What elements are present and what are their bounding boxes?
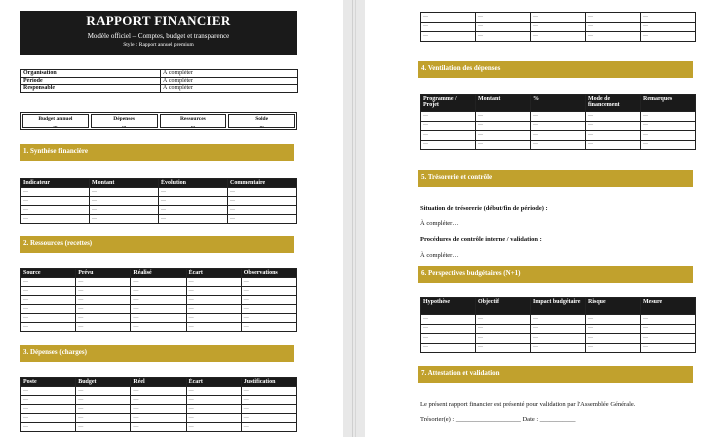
table-cell[interactable]: — bbox=[76, 314, 131, 323]
table-cell[interactable]: — bbox=[21, 414, 76, 423]
table-cell[interactable]: — bbox=[421, 140, 476, 150]
table-cell[interactable]: — bbox=[586, 324, 641, 334]
left-page bbox=[0, 0, 343, 437]
table-cell[interactable]: — bbox=[241, 414, 296, 423]
table-cell[interactable]: — bbox=[641, 131, 696, 141]
tresorerie-situation-label: Situation de trésorerie (début/fin de période) : bbox=[420, 205, 548, 212]
table-row bbox=[21, 387, 297, 396]
table-row bbox=[21, 197, 297, 206]
table-cell[interactable]: — bbox=[76, 296, 131, 305]
column-header: Source bbox=[21, 269, 76, 278]
table-cell[interactable]: — bbox=[586, 121, 641, 131]
table-cell[interactable]: — bbox=[641, 22, 696, 32]
table-cell[interactable]: — bbox=[421, 121, 476, 131]
table-row bbox=[421, 140, 696, 150]
table-cell[interactable]: — bbox=[186, 423, 241, 432]
section-heading: 4. Ventilation des dépenses bbox=[418, 61, 693, 78]
table-cell[interactable]: — bbox=[90, 215, 159, 224]
section-heading: 6. Perspectives budgétaires (N+1) bbox=[418, 266, 693, 283]
table-cell[interactable]: — bbox=[531, 343, 586, 353]
table-cell[interactable]: — bbox=[131, 387, 186, 396]
table-cell[interactable]: — bbox=[586, 140, 641, 150]
table-header-row bbox=[21, 378, 297, 387]
table-cell[interactable]: — bbox=[186, 314, 241, 323]
info-label: Période bbox=[21, 77, 161, 85]
table-cell[interactable]: — bbox=[21, 188, 90, 197]
ventilation-table bbox=[420, 94, 696, 150]
summary-box[interactable] bbox=[22, 114, 89, 128]
table-cell[interactable]: — bbox=[76, 414, 131, 423]
signature-line[interactable]: Trésorier(e) : ____________________ Date : ___________ bbox=[420, 416, 576, 423]
table-row bbox=[421, 121, 696, 131]
table-row bbox=[421, 112, 696, 122]
column-header: Prévu bbox=[76, 269, 131, 278]
table-cell[interactable]: — bbox=[476, 32, 531, 42]
table-cell[interactable]: — bbox=[531, 32, 586, 42]
table-row bbox=[421, 13, 696, 23]
section-heading: 7. Attestation et validation bbox=[418, 366, 693, 383]
table-cell[interactable]: — bbox=[228, 188, 297, 197]
table-cell[interactable]: — bbox=[76, 305, 131, 314]
table-cell[interactable]: — bbox=[531, 334, 586, 344]
table-cell[interactable]: — bbox=[21, 287, 76, 296]
table-row bbox=[21, 215, 297, 224]
table-cell[interactable]: — bbox=[90, 206, 159, 215]
table-cell[interactable]: — bbox=[228, 215, 297, 224]
table-cell[interactable]: — bbox=[21, 215, 90, 224]
summary-label: Budget annuel bbox=[38, 116, 73, 122]
info-value[interactable]: À compléter bbox=[161, 70, 298, 78]
table-cell[interactable]: — bbox=[159, 215, 228, 224]
table-cell[interactable]: — bbox=[76, 405, 131, 414]
table-row bbox=[421, 22, 696, 32]
table-cell[interactable]: — bbox=[131, 287, 186, 296]
column-header: Poste bbox=[21, 378, 76, 387]
summary-value: ... bbox=[259, 122, 264, 129]
table-cell[interactable]: — bbox=[586, 22, 641, 32]
table-cell[interactable]: — bbox=[21, 423, 76, 432]
table-cell[interactable]: — bbox=[21, 387, 76, 396]
table-row bbox=[21, 314, 297, 323]
section-heading: 1. Synthèse financière bbox=[20, 144, 294, 161]
table-cell[interactable]: — bbox=[531, 140, 586, 150]
table-cell[interactable]: — bbox=[641, 32, 696, 42]
table-cell[interactable]: — bbox=[476, 121, 531, 131]
table-cell[interactable]: — bbox=[90, 197, 159, 206]
info-row bbox=[21, 70, 298, 78]
table-cell[interactable]: — bbox=[421, 334, 476, 344]
table-row bbox=[421, 131, 696, 141]
table-cell[interactable]: — bbox=[241, 405, 296, 414]
info-row bbox=[21, 77, 298, 85]
table-cell[interactable]: — bbox=[131, 314, 186, 323]
table-cell[interactable]: — bbox=[241, 323, 296, 332]
column-header: Impact budgétaire bbox=[531, 298, 586, 315]
table-cell[interactable]: — bbox=[531, 324, 586, 334]
table-cell[interactable]: — bbox=[76, 287, 131, 296]
table-cell[interactable]: — bbox=[241, 278, 296, 287]
table-cell[interactable]: — bbox=[421, 131, 476, 141]
column-header: Justification bbox=[241, 378, 296, 387]
info-label: Responsable bbox=[21, 85, 161, 93]
table-cell[interactable]: — bbox=[21, 305, 76, 314]
depenses-table bbox=[20, 377, 297, 432]
table-cell[interactable]: — bbox=[21, 405, 76, 414]
table-cell[interactable]: — bbox=[531, 22, 586, 32]
table-cell[interactable]: — bbox=[131, 396, 186, 405]
table-cell[interactable]: — bbox=[241, 314, 296, 323]
title-banner bbox=[20, 11, 297, 55]
table-row bbox=[21, 188, 297, 197]
table-cell[interactable]: — bbox=[641, 334, 696, 344]
table-header-row bbox=[21, 269, 297, 278]
table-cell[interactable]: — bbox=[241, 387, 296, 396]
table-cell[interactable]: — bbox=[131, 305, 186, 314]
table-cell[interactable]: — bbox=[21, 323, 76, 332]
info-label: Organisation bbox=[21, 70, 161, 78]
table-cell[interactable]: — bbox=[531, 112, 586, 122]
table-cell[interactable]: — bbox=[586, 315, 641, 325]
table-cell[interactable]: — bbox=[186, 278, 241, 287]
table-cell[interactable]: — bbox=[76, 278, 131, 287]
page-edge bbox=[352, 0, 353, 437]
column-header: Hypothèse bbox=[421, 298, 476, 315]
page-edge bbox=[355, 0, 356, 437]
page-subtitle: Modèle officiel – Comptes, budget et transparence bbox=[87, 32, 230, 40]
section-heading: 2. Ressources (recettes) bbox=[20, 236, 294, 253]
table-row bbox=[21, 323, 297, 332]
column-header: Évolution bbox=[159, 179, 228, 188]
section-heading: 5. Trésorerie et contrôle bbox=[418, 170, 693, 187]
table-cell[interactable]: — bbox=[131, 278, 186, 287]
table-cell[interactable]: — bbox=[159, 206, 228, 215]
table-row bbox=[421, 343, 696, 353]
table-cell[interactable]: — bbox=[476, 334, 531, 344]
table-cell[interactable]: — bbox=[531, 131, 586, 141]
column-header: Montant bbox=[90, 179, 159, 188]
table-header-row bbox=[421, 298, 696, 315]
column-header: % bbox=[531, 95, 586, 112]
table-cell[interactable]: — bbox=[476, 343, 531, 353]
info-value[interactable]: À compléter bbox=[161, 77, 298, 85]
right-page bbox=[365, 0, 722, 437]
table-cell[interactable]: — bbox=[186, 396, 241, 405]
table-cell[interactable]: — bbox=[186, 305, 241, 314]
table-cell[interactable]: — bbox=[241, 396, 296, 405]
table-cell[interactable]: — bbox=[228, 197, 297, 206]
table-cell[interactable]: — bbox=[90, 188, 159, 197]
table-row bbox=[21, 414, 297, 423]
table-cell[interactable]: — bbox=[641, 140, 696, 150]
info-row bbox=[21, 85, 298, 93]
perspectives-table bbox=[420, 297, 696, 353]
table-cell[interactable]: — bbox=[186, 296, 241, 305]
table-cell[interactable]: — bbox=[186, 387, 241, 396]
table-cell[interactable]: — bbox=[76, 423, 131, 432]
table-cell[interactable]: — bbox=[641, 324, 696, 334]
page-title: RAPPORT FINANCIER bbox=[86, 13, 231, 28]
table-cell[interactable]: — bbox=[131, 423, 186, 432]
table-cell[interactable]: — bbox=[641, 315, 696, 325]
table-row bbox=[421, 315, 696, 325]
table-cell[interactable]: — bbox=[476, 315, 531, 325]
table-row bbox=[21, 305, 297, 314]
tresorerie-procedures-label: Procédures de contrôle interne / validation : bbox=[420, 236, 542, 243]
table-cell[interactable]: — bbox=[476, 131, 531, 141]
tresorerie-procedures-value[interactable]: À compléter… bbox=[420, 252, 459, 259]
table-cell[interactable]: — bbox=[228, 206, 297, 215]
page-gutter bbox=[343, 0, 365, 437]
table-header-row bbox=[21, 179, 297, 188]
column-header: Écart bbox=[186, 378, 241, 387]
column-header: Risque bbox=[586, 298, 641, 315]
table-row bbox=[21, 405, 297, 414]
tresorerie-situation-value[interactable]: À compléter… bbox=[420, 220, 459, 227]
table-cell[interactable]: — bbox=[21, 197, 90, 206]
table-cell[interactable]: — bbox=[21, 278, 76, 287]
table-cell[interactable]: — bbox=[586, 112, 641, 122]
table-cell[interactable]: — bbox=[476, 140, 531, 150]
attestation-statement: Le présent rapport financier est présenté pour validation par l'Assemblée Générale. bbox=[420, 401, 636, 408]
section-heading: 3. Dépenses (charges) bbox=[20, 345, 294, 362]
table-cell[interactable]: — bbox=[476, 13, 531, 23]
table-cell[interactable]: — bbox=[586, 13, 641, 23]
column-header: Commentaire bbox=[228, 179, 297, 188]
column-header: Remarques bbox=[641, 95, 696, 112]
table-cell[interactable]: — bbox=[186, 323, 241, 332]
table-cell[interactable]: — bbox=[586, 32, 641, 42]
column-header: Objectif bbox=[476, 298, 531, 315]
table-row bbox=[21, 396, 297, 405]
summary-value: ... bbox=[53, 122, 58, 129]
column-header: Mode de financement bbox=[586, 95, 641, 112]
table-cell[interactable]: — bbox=[421, 32, 476, 42]
table-cell[interactable]: — bbox=[421, 343, 476, 353]
summary-label: Solde bbox=[255, 116, 269, 122]
table-cell[interactable]: — bbox=[421, 324, 476, 334]
table-header-row bbox=[421, 95, 696, 112]
table-cell[interactable]: — bbox=[21, 296, 76, 305]
table-row bbox=[421, 334, 696, 344]
table-row bbox=[21, 206, 297, 215]
table-cell[interactable]: — bbox=[186, 405, 241, 414]
table-cell[interactable]: — bbox=[421, 22, 476, 32]
table-cell[interactable]: — bbox=[241, 423, 296, 432]
table-cell[interactable]: — bbox=[641, 112, 696, 122]
column-header: Montant bbox=[476, 95, 531, 112]
summary-label: Ressources bbox=[179, 116, 206, 122]
synthese-table bbox=[20, 178, 297, 224]
table-cell[interactable]: — bbox=[476, 112, 531, 122]
table-cell[interactable]: — bbox=[531, 315, 586, 325]
table-cell[interactable]: — bbox=[641, 13, 696, 23]
table-cell[interactable]: — bbox=[131, 414, 186, 423]
table-cell[interactable]: — bbox=[641, 343, 696, 353]
table-row bbox=[421, 32, 696, 42]
table-cell[interactable]: — bbox=[641, 121, 696, 131]
column-header: Observations bbox=[241, 269, 296, 278]
column-header: Réel bbox=[131, 378, 186, 387]
table-cell[interactable]: — bbox=[586, 334, 641, 344]
table-cell[interactable]: — bbox=[241, 296, 296, 305]
table-cell[interactable]: — bbox=[159, 188, 228, 197]
table-cell[interactable]: — bbox=[476, 324, 531, 334]
summary-label: Dépenses bbox=[113, 116, 135, 122]
summary-value: ... bbox=[190, 122, 195, 129]
table-cell[interactable]: — bbox=[421, 112, 476, 122]
table-row bbox=[421, 324, 696, 334]
table-cell[interactable]: — bbox=[131, 323, 186, 332]
table-cell[interactable]: — bbox=[241, 305, 296, 314]
table-cell[interactable]: — bbox=[241, 287, 296, 296]
table-cell[interactable]: — bbox=[586, 131, 641, 141]
info-value[interactable]: À compléter bbox=[161, 85, 298, 93]
column-header: Programme / Projet bbox=[421, 95, 476, 112]
table-cell[interactable]: — bbox=[586, 343, 641, 353]
style-line: Style : Rapport annuel premium bbox=[123, 42, 194, 48]
column-header: Indicateur bbox=[21, 179, 90, 188]
summary-value: ... bbox=[122, 122, 127, 129]
table-cell[interactable]: — bbox=[21, 396, 76, 405]
table-cell[interactable]: — bbox=[186, 414, 241, 423]
table-cell[interactable]: — bbox=[76, 396, 131, 405]
summary-box[interactable] bbox=[160, 114, 227, 128]
table-cell[interactable]: — bbox=[21, 314, 76, 323]
table-cell[interactable]: — bbox=[76, 387, 131, 396]
table-row bbox=[21, 278, 297, 287]
ressources-table bbox=[20, 268, 297, 332]
column-header: Budget bbox=[76, 378, 131, 387]
table-cell[interactable]: — bbox=[159, 197, 228, 206]
table-cell[interactable]: — bbox=[476, 22, 531, 32]
table-row bbox=[21, 423, 297, 432]
column-header: Réalisé bbox=[131, 269, 186, 278]
table-cell[interactable]: — bbox=[186, 287, 241, 296]
column-header: Mesure bbox=[641, 298, 696, 315]
table-cell[interactable]: — bbox=[76, 323, 131, 332]
column-header: Écart bbox=[186, 269, 241, 278]
table-cell[interactable]: — bbox=[21, 206, 90, 215]
table-cell[interactable]: — bbox=[531, 121, 586, 131]
summary-boxes bbox=[20, 112, 297, 130]
table-row bbox=[21, 296, 297, 305]
summary-box[interactable] bbox=[91, 114, 158, 128]
info-table bbox=[20, 69, 298, 93]
table-cell[interactable]: — bbox=[421, 315, 476, 325]
table-cell[interactable]: — bbox=[421, 13, 476, 23]
table-row bbox=[21, 287, 297, 296]
table-cell[interactable]: — bbox=[131, 296, 186, 305]
summary-box[interactable] bbox=[228, 114, 295, 128]
table-cell[interactable]: — bbox=[131, 405, 186, 414]
depenses-table-continued bbox=[420, 12, 696, 42]
table-cell[interactable]: — bbox=[531, 13, 586, 23]
